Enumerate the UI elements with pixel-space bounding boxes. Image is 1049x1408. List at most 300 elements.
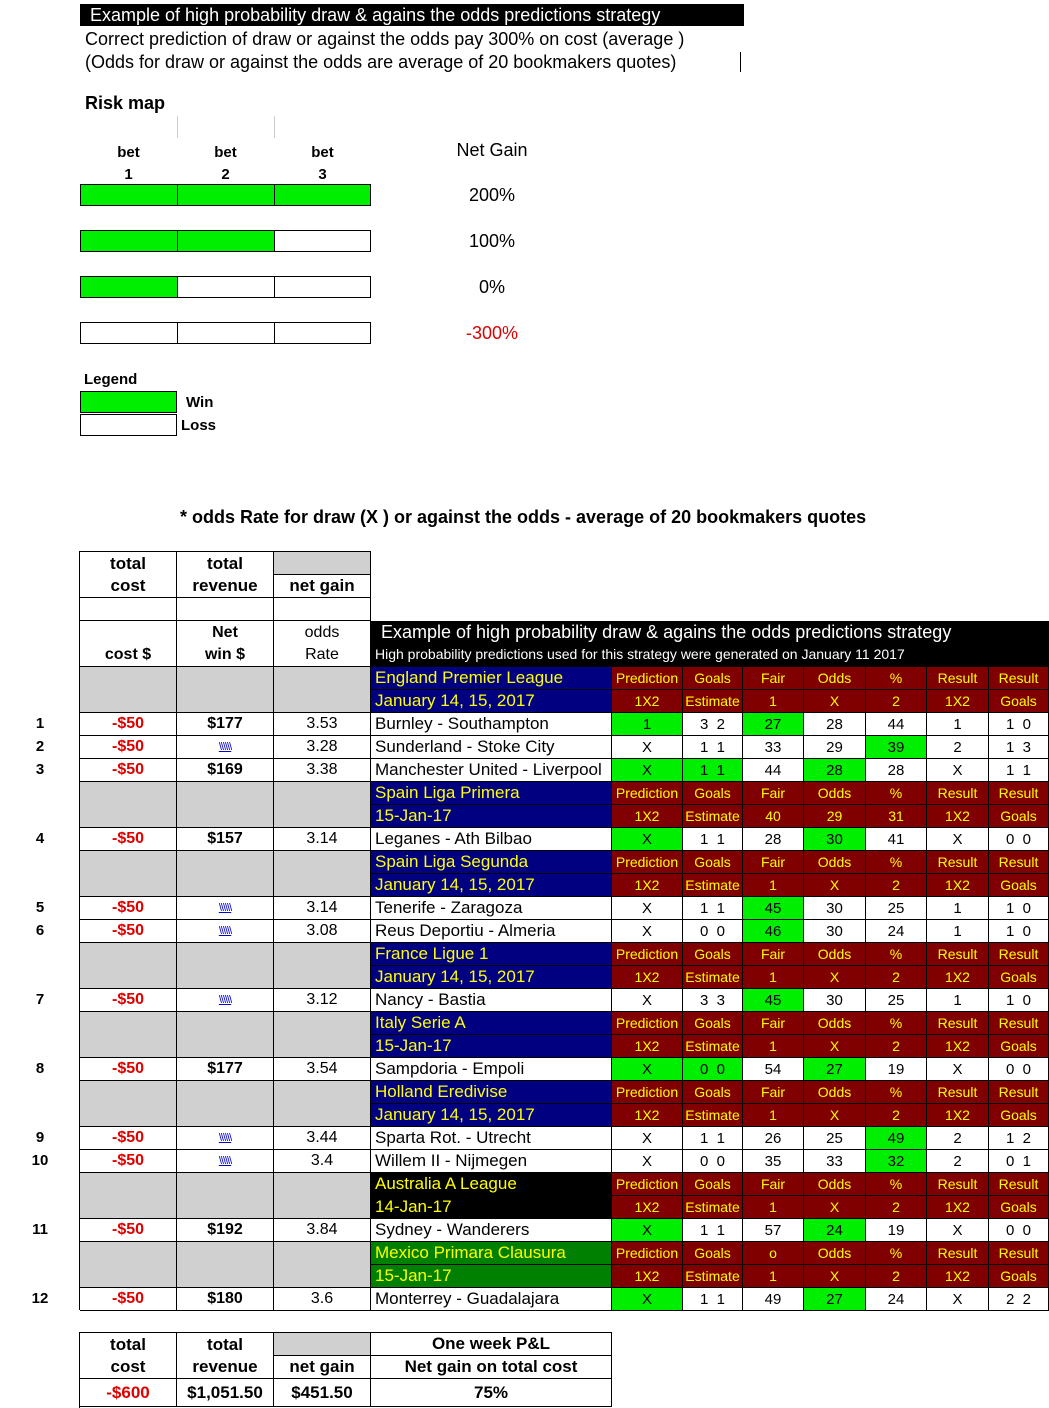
prediction-header: Result <box>927 1012 989 1035</box>
league-date: January 14, 15, 2017 <box>371 1104 612 1127</box>
net-gain-value: 200% <box>468 185 516 205</box>
league-spacer <box>274 667 371 713</box>
row-number: 1 <box>35 715 45 732</box>
prediction-header: Odds <box>804 1173 866 1196</box>
prediction-header: Prediction <box>612 851 683 874</box>
prediction-header: Result <box>989 943 1049 966</box>
prediction-subheader: X <box>804 966 866 989</box>
hdr-line: Rate <box>305 645 339 663</box>
prediction-subheader: Goals <box>989 805 1049 828</box>
match-name: Willem II - Nijmegen <box>371 1150 612 1173</box>
odds-rate-value: 3.38 <box>274 759 371 782</box>
prediction-goals: 0 0 <box>683 920 743 943</box>
prediction-subheader: X <box>804 1196 866 1219</box>
odds-rate-value: 3.08 <box>274 920 371 943</box>
bet-label-text: bet <box>117 144 140 161</box>
prediction-pred: X <box>612 736 683 759</box>
summary-grey-cell <box>274 1333 371 1356</box>
prediction-subheader: 1X2 <box>927 966 989 989</box>
cost-value: -$50 <box>80 989 177 1012</box>
prediction-header: Fair <box>743 1012 804 1035</box>
prediction-header: Result <box>989 667 1049 690</box>
row-number: 12 <box>31 1290 49 1307</box>
odds-rate-value: 3.28 <box>274 736 371 759</box>
bet-label-text: bet <box>311 144 334 161</box>
prediction-res: 2 <box>927 1150 989 1173</box>
prediction-header: Goals <box>683 667 743 690</box>
hdr-line: revenue <box>192 1356 258 1376</box>
prediction-goals: 1 1 <box>683 736 743 759</box>
league-spacer <box>274 1242 371 1288</box>
prediction-oddsx: 30 <box>804 920 866 943</box>
bet-label-number: 2 <box>221 166 230 183</box>
loss-hatch-icon: \\\\\\ <box>218 741 232 753</box>
prediction-fair: 46 <box>743 920 804 943</box>
prediction-header: Odds <box>804 1242 866 1265</box>
prediction-header: Result <box>927 851 989 874</box>
prediction-header: % <box>866 943 927 966</box>
risk-box-loss <box>274 276 371 298</box>
net-win-value <box>177 989 274 1012</box>
odds-note: * odds Rate for draw (X ) or against the odds - average of 20 bookmakers quotes <box>180 507 867 527</box>
prediction-res: X <box>927 1219 989 1242</box>
loss-hatch-icon: \\\\\\ <box>218 1132 232 1144</box>
prediction-header: Odds <box>804 667 866 690</box>
net-gain-value: -300% <box>465 323 519 343</box>
league-date: 15-Jan-17 <box>371 1265 612 1288</box>
prediction-header: Prediction <box>612 1012 683 1035</box>
prediction-header: Result <box>989 851 1049 874</box>
pl-title: One week P&L <box>371 1333 612 1356</box>
prediction-subheader: Estimate <box>683 966 743 989</box>
league-name: Italy Serie A <box>371 1012 612 1035</box>
prediction-resg: 1 0 <box>989 920 1049 943</box>
row-number: 4 <box>35 830 45 847</box>
league-spacer <box>274 1173 371 1219</box>
prediction-header: Prediction <box>612 1081 683 1104</box>
odds-rate-value: 3.44 <box>274 1127 371 1150</box>
league-date: January 14, 15, 2017 <box>371 690 612 713</box>
cost-value: -$50 <box>80 736 177 759</box>
prediction-oddsx: 29 <box>804 736 866 759</box>
prediction-subheader: 2 <box>866 1035 927 1058</box>
row-number: 3 <box>35 761 45 778</box>
prediction-header: Result <box>927 943 989 966</box>
net-gain-value: 0% <box>478 277 505 297</box>
blank-cell <box>274 598 371 621</box>
prediction-fair: 45 <box>743 989 804 1012</box>
prediction-resg: 1 2 <box>989 1127 1049 1150</box>
league-spacer <box>177 1012 274 1058</box>
cost-value: -$50 <box>80 920 177 943</box>
prediction-header: o <box>743 1242 804 1265</box>
prediction-subheader: 1X2 <box>927 874 989 897</box>
prediction-resg: 1 0 <box>989 713 1049 736</box>
prediction-fair: 54 <box>743 1058 804 1081</box>
prediction-subheader: 2 <box>866 1104 927 1127</box>
prediction-pred: X <box>612 920 683 943</box>
bet-label-1 <box>80 142 177 186</box>
cost-value: -$50 <box>80 828 177 851</box>
odds-rate-header <box>274 621 371 667</box>
prediction-subheader: 1 <box>743 1265 804 1288</box>
prediction-header: Goals <box>683 943 743 966</box>
prediction-subheader: 1X2 <box>927 690 989 713</box>
prediction-oddsx: 27 <box>804 1288 866 1311</box>
legend-loss-label: Loss <box>181 417 217 434</box>
league-spacer <box>80 667 177 713</box>
cost-value: -$50 <box>80 1127 177 1150</box>
net-win-value: $177 <box>177 1058 274 1081</box>
prediction-goals: 1 1 <box>683 1127 743 1150</box>
prediction-oddsx: 33 <box>804 1150 866 1173</box>
prediction-header: Goals <box>683 1242 743 1265</box>
summary-total-cost-header <box>80 1333 177 1379</box>
league-name: Spain Liga Primera <box>371 782 612 805</box>
cost-value: -$50 <box>80 897 177 920</box>
risk-box-loss <box>177 276 275 298</box>
risk-box-win <box>80 276 178 298</box>
prediction-oddsx: 30 <box>804 897 866 920</box>
header-line-1: Correct prediction of draw or against the odds pay 300% on cost (average ) <box>85 29 685 49</box>
prediction-pct: 32 <box>866 1150 927 1173</box>
league-spacer <box>177 943 274 989</box>
strategy-banner <box>371 621 1049 667</box>
legend-title: Legend <box>84 371 138 388</box>
prediction-subheader: Estimate <box>683 805 743 828</box>
prediction-resg: 1 0 <box>989 989 1049 1012</box>
loss-hatch-icon: \\\\\\ <box>218 1155 232 1167</box>
prediction-goals: 1 1 <box>683 897 743 920</box>
net-gain-header: net gain <box>274 575 371 598</box>
league-date: January 14, 15, 2017 <box>371 966 612 989</box>
prediction-res: 1 <box>927 989 989 1012</box>
league-spacer <box>177 667 274 713</box>
prediction-fair: 49 <box>743 1288 804 1311</box>
prediction-header: Prediction <box>612 1173 683 1196</box>
prediction-pct: 24 <box>866 920 927 943</box>
prediction-pct: 19 <box>866 1219 927 1242</box>
match-name: Sunderland - Stoke City <box>371 736 612 759</box>
odds-rate-value: 3.4 <box>274 1150 371 1173</box>
prediction-header: Fair <box>743 851 804 874</box>
prediction-subheader: 40 <box>743 805 804 828</box>
net-gain-label: Net Gain <box>456 140 528 160</box>
prediction-pred: X <box>612 1127 683 1150</box>
net-win-value <box>177 1127 274 1150</box>
prediction-header: % <box>866 1081 927 1104</box>
league-spacer <box>80 1012 177 1058</box>
net-win-value <box>177 736 274 759</box>
prediction-subheader: Goals <box>989 966 1049 989</box>
prediction-subheader: 1X2 <box>927 1035 989 1058</box>
net-win-value <box>177 1150 274 1173</box>
prediction-oddsx: 27 <box>804 1058 866 1081</box>
prediction-subheader: 1X2 <box>612 1104 683 1127</box>
league-spacer <box>80 943 177 989</box>
row-number: 7 <box>35 991 45 1008</box>
loss-hatch-icon: \\\\\\ <box>218 902 232 914</box>
bet-label-number: 3 <box>318 166 327 183</box>
prediction-header: Result <box>927 667 989 690</box>
cost-value: -$50 <box>80 1219 177 1242</box>
match-name: Burnley - Southampton <box>371 713 612 736</box>
league-spacer <box>80 1081 177 1127</box>
prediction-header: Result <box>989 1173 1049 1196</box>
risk-box-win <box>80 230 178 252</box>
odds-rate-value: 3.14 <box>274 828 371 851</box>
prediction-subheader: X <box>804 690 866 713</box>
legend-loss-swatch <box>80 414 177 436</box>
prediction-pct: 44 <box>866 713 927 736</box>
cost-value: -$50 <box>80 713 177 736</box>
prediction-header: Goals <box>683 782 743 805</box>
bet-label-number: 1 <box>124 166 133 183</box>
prediction-pred: 1 <box>612 713 683 736</box>
prediction-pred: X <box>612 1150 683 1173</box>
league-spacer <box>177 782 274 828</box>
summary-total-revenue: $1,051.50 <box>177 1379 274 1407</box>
prediction-pred: X <box>612 828 683 851</box>
prediction-header: Prediction <box>612 667 683 690</box>
league-date: 14-Jan-17 <box>371 1196 612 1219</box>
divider <box>274 116 275 138</box>
match-name: Manchester United - Liverpool <box>371 759 612 782</box>
risk-box-win <box>80 184 178 206</box>
prediction-oddsx: 28 <box>804 759 866 782</box>
net-gain-header-blank <box>274 552 371 575</box>
prediction-pred: X <box>612 1288 683 1311</box>
match-name: Leganes - Ath Bilbao <box>371 828 612 851</box>
prediction-subheader: X <box>804 1104 866 1127</box>
prediction-header: Odds <box>804 1081 866 1104</box>
prediction-subheader: 2 <box>866 690 927 713</box>
prediction-header: Goals <box>683 1081 743 1104</box>
legend-win-swatch <box>80 391 177 413</box>
match-name: Sparta Rot. - Utrecht <box>371 1127 612 1150</box>
prediction-fair: 44 <box>743 759 804 782</box>
prediction-header: Result <box>927 782 989 805</box>
summary-total-revenue-header <box>177 1333 274 1379</box>
prediction-pct: 41 <box>866 828 927 851</box>
league-spacer <box>274 782 371 828</box>
prediction-fair: 35 <box>743 1150 804 1173</box>
prediction-header: Odds <box>804 1012 866 1035</box>
match-name: Monterrey - Guadalajara <box>371 1288 612 1311</box>
prediction-fair: 57 <box>743 1219 804 1242</box>
prediction-resg: 0 0 <box>989 1219 1049 1242</box>
league-spacer <box>80 1242 177 1288</box>
loss-hatch-icon: \\\\\\ <box>218 925 232 937</box>
prediction-header: Prediction <box>612 1242 683 1265</box>
prediction-header: % <box>866 851 927 874</box>
prediction-res: 2 <box>927 736 989 759</box>
prediction-subheader: Goals <box>989 1035 1049 1058</box>
odds-rate-value: 3.84 <box>274 1219 371 1242</box>
cost-value: -$50 <box>80 1288 177 1311</box>
net-win-value: $169 <box>177 759 274 782</box>
league-name: Holland Eredivise <box>371 1081 612 1104</box>
prediction-res: 2 <box>927 1127 989 1150</box>
league-name: England Premier League <box>371 667 612 690</box>
prediction-oddsx: 28 <box>804 713 866 736</box>
prediction-fair: 26 <box>743 1127 804 1150</box>
cost-value: -$50 <box>80 1150 177 1173</box>
prediction-subheader: Estimate <box>683 690 743 713</box>
prediction-subheader: 1X2 <box>612 1035 683 1058</box>
blank-cell <box>80 598 177 621</box>
total-cost-header <box>80 552 177 598</box>
risk-box-win <box>177 184 275 206</box>
match-name: Nancy - Bastia <box>371 989 612 1012</box>
prediction-header: Odds <box>804 782 866 805</box>
prediction-pred: X <box>612 1058 683 1081</box>
prediction-goals: 3 3 <box>683 989 743 1012</box>
risk-box-loss <box>274 230 371 252</box>
prediction-header: % <box>866 1012 927 1035</box>
hdr-line: cost <box>110 575 146 595</box>
prediction-subheader: 1 <box>743 874 804 897</box>
prediction-subheader: Estimate <box>683 1265 743 1288</box>
prediction-res: X <box>927 828 989 851</box>
prediction-pct: 28 <box>866 759 927 782</box>
prediction-subheader: 1 <box>743 966 804 989</box>
prediction-header: Fair <box>743 782 804 805</box>
league-date: 15-Jan-17 <box>371 1035 612 1058</box>
prediction-subheader: 1X2 <box>612 874 683 897</box>
prediction-subheader: 1X2 <box>927 1196 989 1219</box>
prediction-subheader: 1X2 <box>612 1196 683 1219</box>
row-number: 5 <box>35 899 45 916</box>
prediction-res: 1 <box>927 920 989 943</box>
prediction-resg: 1 3 <box>989 736 1049 759</box>
prediction-oddsx: 30 <box>804 989 866 1012</box>
summary-net-gain: $451.50 <box>274 1379 371 1407</box>
prediction-resg: 1 1 <box>989 759 1049 782</box>
league-spacer <box>80 1173 177 1219</box>
prediction-fair: 28 <box>743 828 804 851</box>
hdr-line: odds <box>304 623 340 641</box>
prediction-subheader: 1X2 <box>927 805 989 828</box>
odds-rate-value: 3.54 <box>274 1058 371 1081</box>
prediction-header: % <box>866 667 927 690</box>
prediction-pct: 24 <box>866 1288 927 1311</box>
prediction-subheader: 2 <box>866 966 927 989</box>
prediction-subheader: Goals <box>989 690 1049 713</box>
match-name: Tenerife - Zaragoza <box>371 897 612 920</box>
prediction-subheader: 1X2 <box>927 1104 989 1127</box>
hdr-line: cost <box>110 1356 146 1376</box>
net-win-value: $157 <box>177 828 274 851</box>
prediction-subheader: 1 <box>743 690 804 713</box>
prediction-subheader: 2 <box>866 1196 927 1219</box>
odds-rate-value: 3.14 <box>274 897 371 920</box>
prediction-header: Fair <box>743 1081 804 1104</box>
prediction-header: Fair <box>743 1173 804 1196</box>
prediction-subheader: Estimate <box>683 874 743 897</box>
hdr-line: total <box>207 1334 243 1354</box>
odds-rate-value: 3.6 <box>274 1288 371 1311</box>
prediction-header: % <box>866 1173 927 1196</box>
prediction-res: 1 <box>927 897 989 920</box>
league-spacer <box>177 851 274 897</box>
prediction-oddsx: 25 <box>804 1127 866 1150</box>
bet-label-3 <box>274 142 371 186</box>
prediction-header: Goals <box>683 1173 743 1196</box>
prediction-subheader: 1X2 <box>927 1265 989 1288</box>
league-date: 15-Jan-17 <box>371 805 612 828</box>
cost-value: -$50 <box>80 759 177 782</box>
prediction-header: Goals <box>683 1012 743 1035</box>
hdr-line: Net <box>212 623 238 641</box>
prediction-subheader: Estimate <box>683 1196 743 1219</box>
match-name: Sampdoria - Empoli <box>371 1058 612 1081</box>
prediction-subheader: Goals <box>989 1104 1049 1127</box>
odds-rate-value: 3.12 <box>274 989 371 1012</box>
league-name: Australia A League <box>371 1173 612 1196</box>
risk-box-win <box>274 184 371 206</box>
prediction-header: Result <box>989 1242 1049 1265</box>
prediction-subheader: 31 <box>866 805 927 828</box>
text-cursor <box>740 52 741 72</box>
blank-cell <box>177 598 274 621</box>
prediction-res: X <box>927 759 989 782</box>
prediction-goals: 1 1 <box>683 1288 743 1311</box>
league-spacer <box>274 851 371 897</box>
summary-pct: 75% <box>371 1379 612 1407</box>
prediction-res: X <box>927 1058 989 1081</box>
league-spacer <box>80 851 177 897</box>
net-win-value: $177 <box>177 713 274 736</box>
prediction-goals: 3 2 <box>683 713 743 736</box>
league-spacer <box>274 1081 371 1127</box>
prediction-fair: 45 <box>743 897 804 920</box>
prediction-header: Fair <box>743 943 804 966</box>
summary-net-gain-header: net gain <box>274 1356 371 1379</box>
row-number: 10 <box>31 1152 49 1169</box>
league-spacer <box>177 1242 274 1288</box>
prediction-subheader: 2 <box>866 874 927 897</box>
odds-rate-value: 3.53 <box>274 713 371 736</box>
hdr-line: win $ <box>204 645 245 663</box>
prediction-pred: X <box>612 989 683 1012</box>
prediction-header: Fair <box>743 667 804 690</box>
match-name: Reus Deportiu - Almeria <box>371 920 612 943</box>
prediction-goals: 1 1 <box>683 828 743 851</box>
league-name: Mexico Primara Clausura <box>371 1242 612 1265</box>
prediction-header: % <box>866 1242 927 1265</box>
prediction-pct: 25 <box>866 989 927 1012</box>
hdr-line: total <box>110 1334 146 1354</box>
prediction-header: Result <box>989 1012 1049 1035</box>
row-number: 6 <box>35 922 45 939</box>
prediction-subheader: Estimate <box>683 1035 743 1058</box>
legend-win-label: Win <box>186 394 214 411</box>
prediction-subheader: Goals <box>989 1196 1049 1219</box>
prediction-fair: 33 <box>743 736 804 759</box>
risk-box-loss <box>80 322 178 344</box>
risk-box-win <box>177 230 275 252</box>
league-spacer <box>80 782 177 828</box>
prediction-goals: 0 0 <box>683 1150 743 1173</box>
divider <box>177 116 178 138</box>
prediction-subheader: Goals <box>989 1265 1049 1288</box>
prediction-header: Goals <box>683 851 743 874</box>
league-name: Spain Liga Segunda <box>371 851 612 874</box>
league-spacer <box>274 943 371 989</box>
bet-label-2 <box>177 142 274 186</box>
match-name: Sydney - Wanderers <box>371 1219 612 1242</box>
